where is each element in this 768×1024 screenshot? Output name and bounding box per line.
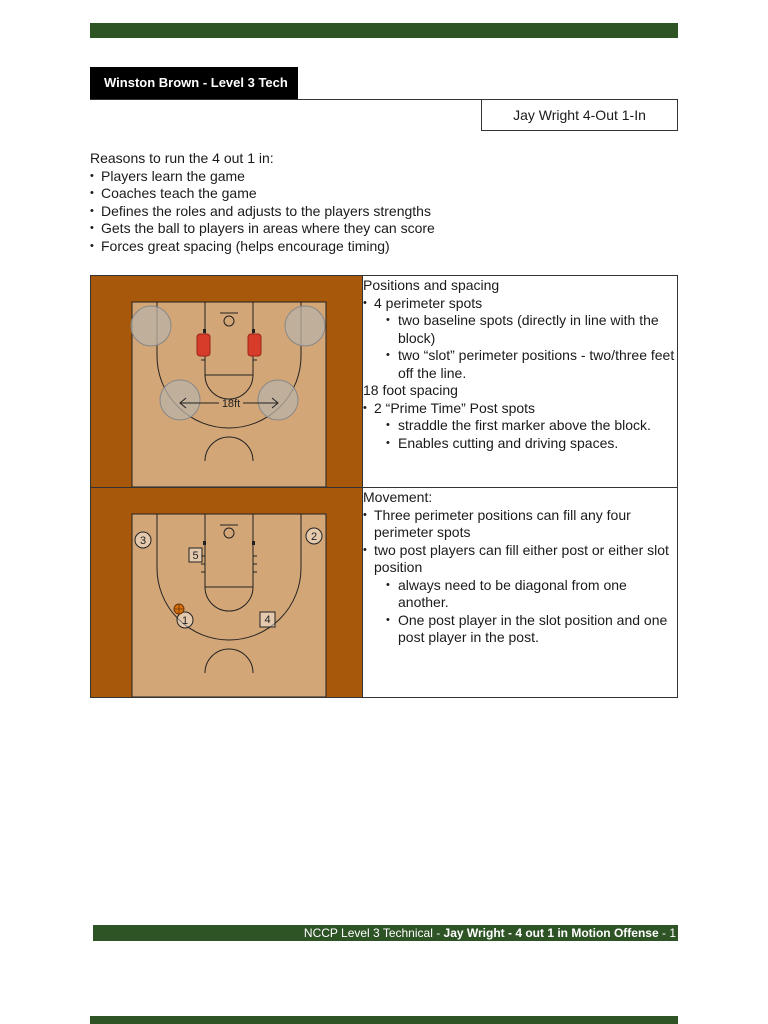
spacing-bullet: • 2 “Prime Time” Post spots xyxy=(363,400,677,418)
top-green-bar xyxy=(90,23,678,38)
player-3-label: 3 xyxy=(139,535,147,547)
movement-bullet: • Three perimeter positions can fill any four perimeter spots xyxy=(363,507,677,542)
block-marker xyxy=(252,329,255,333)
spacing-label: 18ft xyxy=(221,398,241,410)
reason-item: • Players learn the game xyxy=(90,168,678,186)
player-2-label: 2 xyxy=(310,531,318,543)
block-marker xyxy=(252,541,255,545)
slot-spot-right xyxy=(258,380,298,420)
page-footer xyxy=(93,925,678,941)
baseline-spot-left xyxy=(131,306,171,346)
document-title: Jay Wright 4-Out 1-In xyxy=(481,99,678,131)
spacing-distance: 18 foot spacing xyxy=(363,382,458,398)
reasons-heading: Reasons to run the 4 out 1 in: xyxy=(90,150,274,166)
baseline-spot-right xyxy=(285,306,325,346)
footer-prefix: NCCP Level 3 Technical - xyxy=(303,926,444,940)
footer-page-number: - 1 xyxy=(658,926,676,940)
movement-sub-bullet: • always need to be diagonal from one another. xyxy=(363,577,677,612)
reason-item: • Defines the roles and adjusts to the players strengths xyxy=(90,203,678,221)
block-marker xyxy=(203,541,206,545)
table-row-movement xyxy=(91,488,677,697)
slot-spot-left xyxy=(160,380,200,420)
reason-item: • Coaches teach the game xyxy=(90,185,678,203)
player-5-label: 5 xyxy=(192,550,199,562)
spacing-sub-bullet: • Enables cutting and driving spaces. xyxy=(363,435,677,453)
spacing-text-cell xyxy=(363,276,677,487)
reasons-section xyxy=(90,150,678,256)
reason-item: • Gets the ball to players in areas where they can score xyxy=(90,220,678,238)
movement-sub-bullet: • One post player in the slot position and one post player in the post. xyxy=(363,612,677,647)
movement-bullet: • two post players can fill either post or either slot position xyxy=(363,542,677,577)
diagram-table xyxy=(90,275,678,698)
movement-heading: Movement: xyxy=(363,489,433,505)
spacing-court-diagram xyxy=(91,276,363,487)
movement-text-cell xyxy=(363,488,677,697)
player-4-label: 4 xyxy=(264,614,271,626)
spacing-heading: Positions and spacing xyxy=(363,277,500,293)
spacing-bullet: • 4 perimeter spots xyxy=(363,295,677,313)
bottom-green-bar xyxy=(90,1016,678,1024)
reasons-list xyxy=(90,168,678,256)
movement-court-diagram xyxy=(91,488,363,697)
player-1-label: 1 xyxy=(181,615,189,627)
court-floor xyxy=(132,514,326,697)
footer-title: Jay Wright - 4 out 1 in Motion Offense xyxy=(443,926,659,940)
spacing-sub-bullet: • two baseline spots (directly in line with the block) xyxy=(363,312,677,347)
table-row-spacing xyxy=(91,276,677,488)
spacing-sub-bullet: • straddle the first marker above the block. xyxy=(363,417,677,435)
post-spot-left xyxy=(197,334,210,356)
spacing-sub-bullet: • two “slot” perimeter positions - two/three feet off the line. xyxy=(363,347,677,382)
block-marker xyxy=(203,329,206,333)
post-spot-right xyxy=(248,334,261,356)
reason-item: • Forces great spacing (helps encourage timing) xyxy=(90,238,678,256)
author-label: Winston Brown - Level 3 Tech xyxy=(90,67,298,99)
